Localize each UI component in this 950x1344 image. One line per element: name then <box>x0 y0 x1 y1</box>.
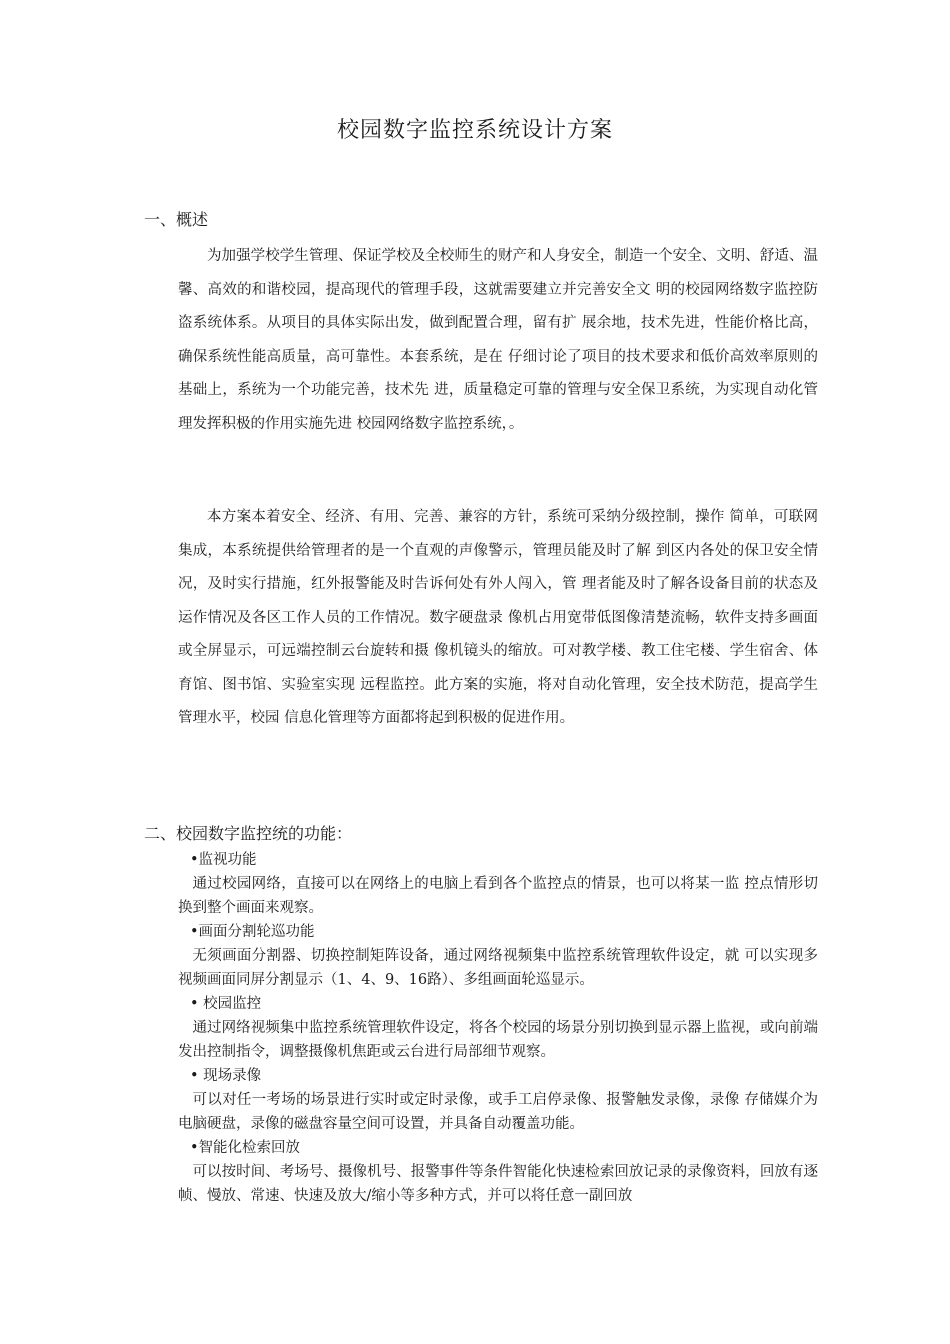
feature-body-playback: 可以按时间、考场号、摄像机号、报警事件等条件智能化快速检索回放记录的录像资料，回放有逐帧、慢放、常速、快速及放大/缩小等多种方式，并可以将任意一副回放 <box>178 1164 818 1204</box>
feature-title-campus-monitoring: • 校园监控 <box>190 996 262 1012</box>
feature-title-split-screen: •画面分割轮巡功能 <box>190 924 315 940</box>
feature-title-playback: •智能化检索回放 <box>190 1140 301 1156</box>
section-heading-functions: 二、校园数字监控统的功能： <box>144 824 353 843</box>
feature-body-monitoring: 通过校园网络，直接可以在网络上的电脑上看到各个监控点的情景，也可以将某一监 控点情形切换到整个画面来观察。 <box>178 876 818 916</box>
feature-list <box>178 848 818 1208</box>
feature-title-recording: • 现场录像 <box>190 1068 262 1084</box>
document-title: 校园数字监控系统设计方案 <box>336 118 613 143</box>
feature-body-recording: 可以对任一考场的场景进行实时或定时录像，或手工启停录像、报警触发录像，录像 存储媒介为电脑硬盘，录像的磁盘容量空间可设置，并具备自动覆盖功能。 <box>178 1092 818 1132</box>
section-heading-overview: 一、概述 <box>144 210 209 229</box>
feature-title-monitoring: •监视功能 <box>190 852 257 868</box>
overview-paragraph: 本方案本着安全、经济、有用、完善、兼容的方针，系统可采纳分级控制，操作 简单，可联网集成，本系统提供给管理者的是一个直观的声像警示，管理员能及时了解 到区内各处的保卫安全情况，及时实行措施，红外报警能及时告诉何处有外人闯入，管 理者能及时了解各设备目前的状态及运作情况及各区工作人员的工作情况。数字硬盘录 像机占用宽带低图像清楚流畅，软件支持多画面或全屏显示，可远端控制云台旋转和摄 像机镜头的缩放。可对教学楼、教工住宅楼、学生宿舍、体育馆、图书馆、实验室实现 远程监控。此方案的实施，将对自动化管理，安全技术防范，提高学生管理水平，校园 信息化管理等方面都将起到积极的促进作用。 <box>178 509 818 726</box>
feature-body-campus-monitoring: 通过网络视频集中监控系统管理软件设定，将各个校园的场景分别切换到显示器上监视，或向前端发出控制指令，调整摄像机焦距或云台进行局部细节观察。 <box>178 1020 818 1060</box>
overview-paragraph: 为加强学校学生管理、保证学校及全校师生的财产和人身安全，制造一个安全、文明、舒适、温馨、高效的和谐校园，提高现代的管理手段，这就需要建立并完善安全文 明的校园网络数字监控防盗系统体系。从项目的具体实际出发，做到配置合理，留有扩 展余地，技术先进，性能价格比高，确保系统性能高质量，高可靠性。本套系统，是在 仔细讨论了项目的技术要求和低价高效率原则的基础上，系统为一个功能完善，技术先 进，质量稳定可靠的管理与安全保卫系统，为实现自动化管理发挥积极的作用实施先进 校园网络数字监控系统，。 <box>178 248 818 432</box>
feature-body-split-screen: 无须画面分割器、切换控制矩阵设备，通过网络视频集中监控系统管理软件设定，就 可以实现多视频画面同屏分割显示（1、4、9、16路）、多组画面轮巡显示。 <box>178 948 818 988</box>
